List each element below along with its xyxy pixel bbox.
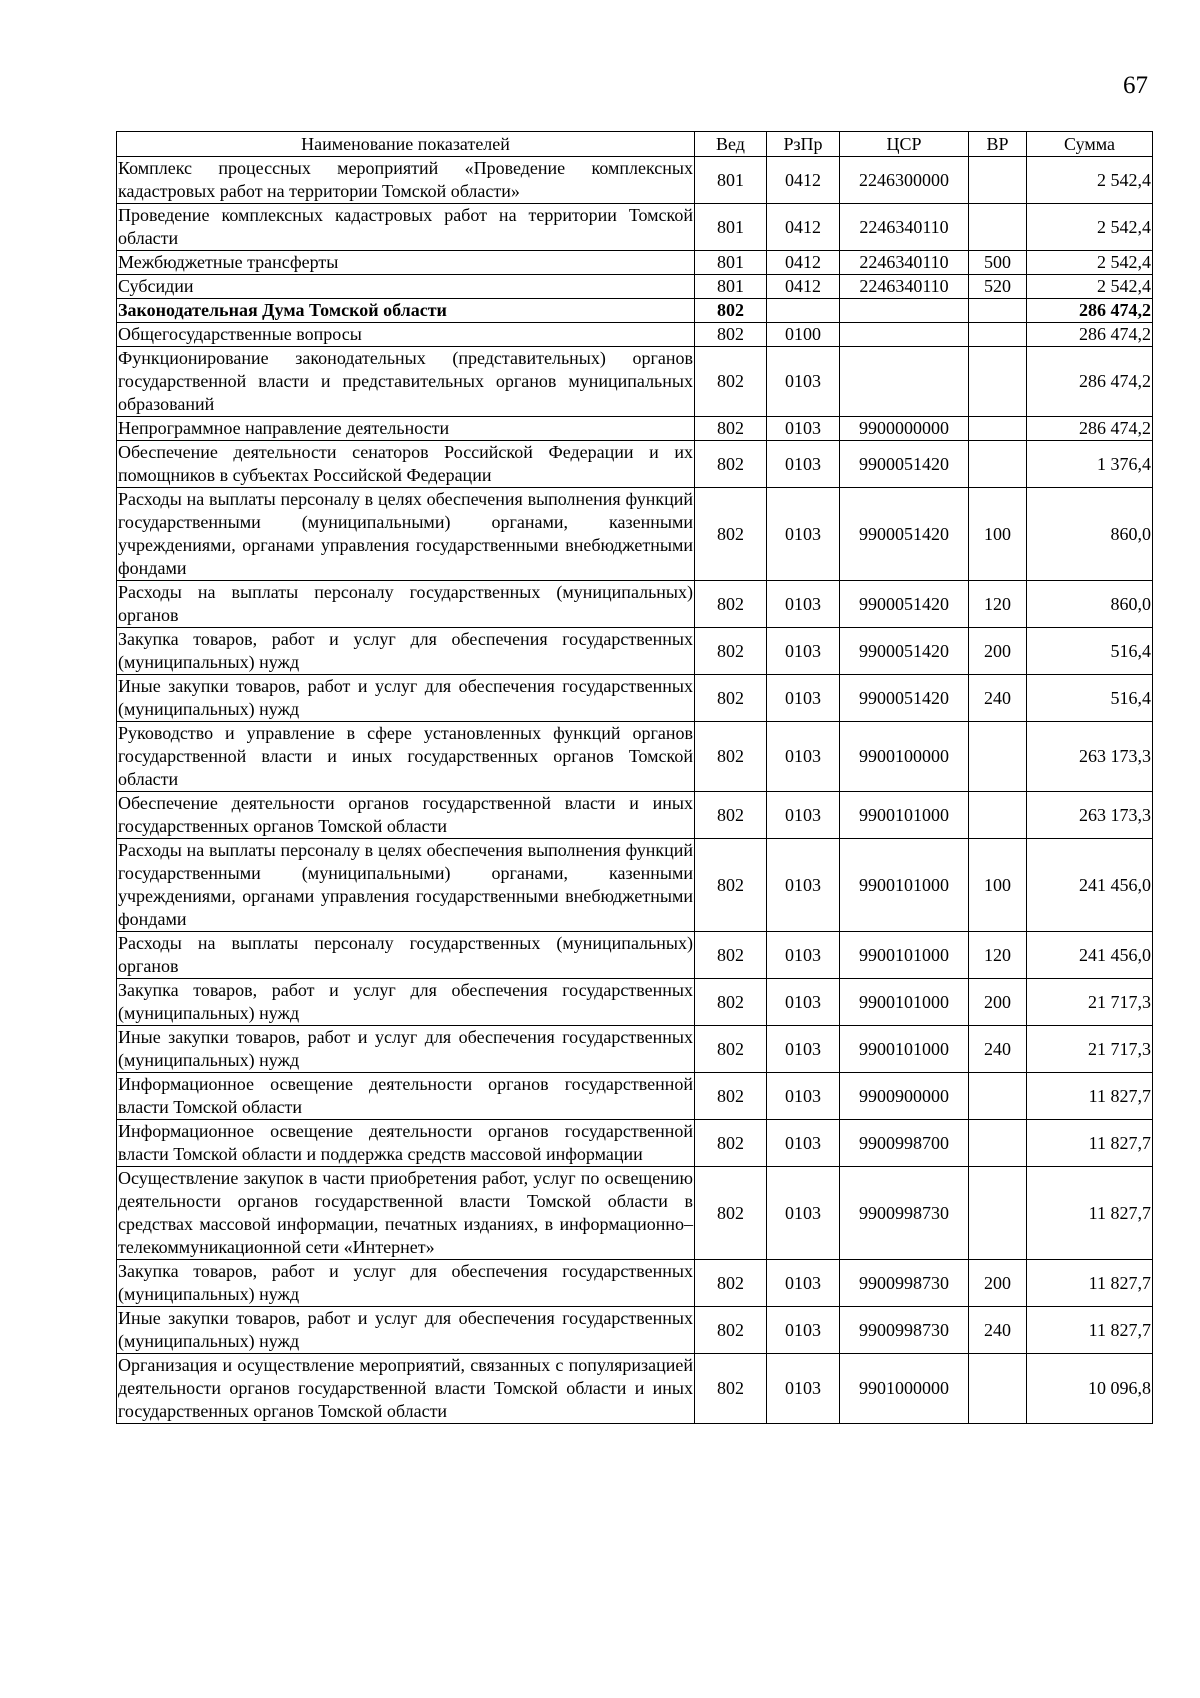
cell-name: Обеспечение деятельности органов государственной власти и иных государственных органов Томской области [117, 792, 695, 839]
cell-sum: 286 474,2 [1027, 347, 1153, 417]
cell-name: Информационное освещение деятельности органов государственной власти Томской области и поддержка средств массовой информации [117, 1120, 695, 1167]
cell-vr: 120 [969, 581, 1027, 628]
cell-csr: 9900101000 [840, 839, 969, 932]
cell-csr: 9900051420 [840, 581, 969, 628]
table-row [117, 1307, 1153, 1354]
cell-name: Закупка товаров, работ и услуг для обеспечения государственных (муниципальных) нужд [117, 1260, 695, 1307]
table-row [117, 1167, 1153, 1260]
cell-sum: 11 827,7 [1027, 1120, 1153, 1167]
table-row [117, 628, 1153, 675]
cell-name: Осуществление закупок в части приобретения работ, услуг по освещению деятельности органов государственной власти Томской области в средствах массовой информации, печатных изданиях, в информационно–телекоммуникационной сети «Интернет» [117, 1167, 695, 1260]
cell-vr: 120 [969, 932, 1027, 979]
cell-ved: 802 [695, 417, 767, 441]
header-ved: Вед [695, 132, 767, 157]
cell-sum: 10 096,8 [1027, 1354, 1153, 1424]
table-row [117, 1120, 1153, 1167]
cell-name: Общегосударственные вопросы [117, 323, 695, 347]
cell-csr: 9900101000 [840, 979, 969, 1026]
cell-ved: 802 [695, 323, 767, 347]
cell-ved: 801 [695, 157, 767, 204]
cell-name: Расходы на выплаты персоналу в целях обеспечения выполнения функций государственными (муниципальными) органами, казенными учреждениями, органами управления государственными внебюджетными фондами [117, 839, 695, 932]
cell-ved: 802 [695, 347, 767, 417]
cell-vr: 240 [969, 675, 1027, 722]
table-row [117, 204, 1153, 251]
cell-rzpr: 0412 [767, 204, 840, 251]
cell-rzpr [767, 299, 840, 323]
cell-csr: 9900000000 [840, 417, 969, 441]
cell-sum: 11 827,7 [1027, 1073, 1153, 1120]
cell-ved: 802 [695, 1073, 767, 1120]
cell-sum: 2 542,4 [1027, 251, 1153, 275]
table-row [117, 1260, 1153, 1307]
cell-vr: 500 [969, 251, 1027, 275]
cell-rzpr: 0103 [767, 1260, 840, 1307]
table-row [117, 441, 1153, 488]
cell-ved: 801 [695, 204, 767, 251]
cell-csr: 9900051420 [840, 628, 969, 675]
cell-sum: 1 376,4 [1027, 441, 1153, 488]
cell-csr [840, 347, 969, 417]
cell-name: Субсидии [117, 275, 695, 299]
cell-sum: 2 542,4 [1027, 157, 1153, 204]
cell-csr: 9900998730 [840, 1167, 969, 1260]
cell-ved: 802 [695, 299, 767, 323]
cell-sum: 2 542,4 [1027, 275, 1153, 299]
cell-name: Комплекс процессных мероприятий «Проведение комплексных кадастровых работ на территории Томской области» [117, 157, 695, 204]
cell-vr [969, 204, 1027, 251]
cell-ved: 802 [695, 722, 767, 792]
cell-sum: 263 173,3 [1027, 792, 1153, 839]
table-row [117, 839, 1153, 932]
page-number: 67 [1123, 72, 1148, 99]
table-row [117, 347, 1153, 417]
cell-csr: 9900051420 [840, 441, 969, 488]
cell-rzpr: 0103 [767, 1073, 840, 1120]
cell-ved: 802 [695, 979, 767, 1026]
cell-ved: 802 [695, 932, 767, 979]
cell-name: Закупка товаров, работ и услуг для обеспечения государственных (муниципальных) нужд [117, 979, 695, 1026]
table-row [117, 792, 1153, 839]
cell-rzpr: 0412 [767, 251, 840, 275]
cell-sum: 860,0 [1027, 488, 1153, 581]
cell-csr: 9900051420 [840, 488, 969, 581]
cell-rzpr: 0103 [767, 1167, 840, 1260]
cell-sum: 241 456,0 [1027, 839, 1153, 932]
header-sum: Сумма [1027, 132, 1153, 157]
cell-csr: 9900100000 [840, 722, 969, 792]
cell-rzpr: 0103 [767, 722, 840, 792]
cell-ved: 802 [695, 1260, 767, 1307]
cell-name: Закупка товаров, работ и услуг для обеспечения государственных (муниципальных) нужд [117, 628, 695, 675]
cell-vr: 100 [969, 488, 1027, 581]
cell-name: Руководство и управление в сфере установленных функций органов государственной власти и иных государственных органов Томской области [117, 722, 695, 792]
cell-name: Функционирование законодательных (представительных) органов государственной власти и представительных органов муниципальных образований [117, 347, 695, 417]
cell-sum: 2 542,4 [1027, 204, 1153, 251]
cell-name: Организация и осуществление мероприятий, связанных с популяризацией деятельности органов государственной власти Томской области и иных государственных органов Томской области [117, 1354, 695, 1424]
cell-vr [969, 323, 1027, 347]
cell-csr: 2246300000 [840, 157, 969, 204]
cell-sum: 516,4 [1027, 628, 1153, 675]
cell-rzpr: 0412 [767, 157, 840, 204]
cell-vr: 200 [969, 1260, 1027, 1307]
cell-vr [969, 1167, 1027, 1260]
cell-rzpr: 0103 [767, 979, 840, 1026]
header-name: Наименование показателей [117, 132, 695, 157]
budget-table [116, 131, 1153, 1424]
cell-vr [969, 792, 1027, 839]
cell-vr [969, 1073, 1027, 1120]
header-vr: ВР [969, 132, 1027, 157]
cell-ved: 802 [695, 1120, 767, 1167]
cell-sum: 286 474,2 [1027, 323, 1153, 347]
cell-rzpr: 0103 [767, 792, 840, 839]
cell-csr: 9900101000 [840, 792, 969, 839]
table-row [117, 1026, 1153, 1073]
cell-name: Иные закупки товаров, работ и услуг для обеспечения государственных (муниципальных) нужд [117, 1026, 695, 1073]
table-row [117, 323, 1153, 347]
cell-sum: 11 827,7 [1027, 1260, 1153, 1307]
table-row [117, 932, 1153, 979]
cell-rzpr: 0103 [767, 488, 840, 581]
cell-ved: 802 [695, 441, 767, 488]
table-row [117, 1073, 1153, 1120]
cell-csr: 9901000000 [840, 1354, 969, 1424]
cell-ved: 802 [695, 1307, 767, 1354]
cell-name: Расходы на выплаты персоналу в целях обеспечения выполнения функций государственными (муниципальными) органами, казенными учреждениями, органами управления государственными внебюджетными фондами [117, 488, 695, 581]
cell-vr: 200 [969, 979, 1027, 1026]
cell-vr [969, 347, 1027, 417]
cell-ved: 802 [695, 628, 767, 675]
cell-vr [969, 157, 1027, 204]
table-row [117, 581, 1153, 628]
cell-rzpr: 0103 [767, 932, 840, 979]
cell-sum: 286 474,2 [1027, 417, 1153, 441]
cell-csr: 9900998730 [840, 1260, 969, 1307]
cell-sum: 11 827,7 [1027, 1167, 1153, 1260]
cell-ved: 802 [695, 675, 767, 722]
cell-vr: 240 [969, 1307, 1027, 1354]
cell-ved: 802 [695, 792, 767, 839]
cell-name: Межбюджетные трансферты [117, 251, 695, 275]
table-row [117, 1354, 1153, 1424]
cell-name: Расходы на выплаты персоналу государственных (муниципальных) органов [117, 581, 695, 628]
cell-csr: 2246340110 [840, 204, 969, 251]
cell-csr: 9900998700 [840, 1120, 969, 1167]
cell-rzpr: 0103 [767, 581, 840, 628]
cell-vr [969, 1354, 1027, 1424]
cell-vr [969, 299, 1027, 323]
cell-name: Обеспечение деятельности сенаторов Российской Федерации и их помощников в субъектах Российской Федерации [117, 441, 695, 488]
cell-rzpr: 0103 [767, 628, 840, 675]
cell-ved: 802 [695, 839, 767, 932]
table-row [117, 675, 1153, 722]
cell-rzpr: 0100 [767, 323, 840, 347]
cell-name: Информационное освещение деятельности органов государственной власти Томской области [117, 1073, 695, 1120]
table-row [117, 299, 1153, 323]
header-rzpr: РзПр [767, 132, 840, 157]
cell-rzpr: 0103 [767, 675, 840, 722]
cell-name: Иные закупки товаров, работ и услуг для обеспечения государственных (муниципальных) нужд [117, 1307, 695, 1354]
table-row [117, 979, 1153, 1026]
cell-csr: 9900051420 [840, 675, 969, 722]
cell-rzpr: 0103 [767, 441, 840, 488]
cell-csr [840, 299, 969, 323]
cell-sum: 286 474,2 [1027, 299, 1153, 323]
table-row [117, 275, 1153, 299]
cell-ved: 802 [695, 1354, 767, 1424]
cell-vr: 100 [969, 839, 1027, 932]
cell-ved: 802 [695, 581, 767, 628]
cell-csr [840, 323, 969, 347]
cell-rzpr: 0103 [767, 1120, 840, 1167]
table-row [117, 722, 1153, 792]
cell-vr [969, 441, 1027, 488]
cell-ved: 801 [695, 251, 767, 275]
cell-sum: 516,4 [1027, 675, 1153, 722]
cell-csr: 2246340110 [840, 251, 969, 275]
cell-vr: 200 [969, 628, 1027, 675]
cell-ved: 802 [695, 1167, 767, 1260]
cell-ved: 802 [695, 1026, 767, 1073]
cell-vr [969, 417, 1027, 441]
cell-sum: 21 717,3 [1027, 1026, 1153, 1073]
header-csr: ЦСР [840, 132, 969, 157]
cell-vr [969, 722, 1027, 792]
cell-name: Непрограммное направление деятельности [117, 417, 695, 441]
cell-rzpr: 0103 [767, 1307, 840, 1354]
cell-csr: 9900101000 [840, 932, 969, 979]
cell-rzpr: 0103 [767, 1354, 840, 1424]
table-row [117, 251, 1153, 275]
cell-name: Законодательная Дума Томской области [117, 299, 695, 323]
table-row [117, 488, 1153, 581]
cell-sum: 263 173,3 [1027, 722, 1153, 792]
cell-rzpr: 0103 [767, 839, 840, 932]
cell-csr: 2246340110 [840, 275, 969, 299]
cell-vr [969, 1120, 1027, 1167]
cell-rzpr: 0412 [767, 275, 840, 299]
cell-ved: 801 [695, 275, 767, 299]
cell-csr: 9900900000 [840, 1073, 969, 1120]
cell-csr: 9900998730 [840, 1307, 969, 1354]
cell-rzpr: 0103 [767, 1026, 840, 1073]
cell-name: Проведение комплексных кадастровых работ на территории Томской области [117, 204, 695, 251]
cell-vr: 520 [969, 275, 1027, 299]
table-row [117, 157, 1153, 204]
cell-name: Расходы на выплаты персоналу государственных (муниципальных) органов [117, 932, 695, 979]
cell-rzpr: 0103 [767, 417, 840, 441]
cell-rzpr: 0103 [767, 347, 840, 417]
table-header-row [117, 132, 1153, 157]
cell-sum: 11 827,7 [1027, 1307, 1153, 1354]
cell-vr: 240 [969, 1026, 1027, 1073]
cell-sum: 21 717,3 [1027, 979, 1153, 1026]
cell-name: Иные закупки товаров, работ и услуг для обеспечения государственных (муниципальных) нужд [117, 675, 695, 722]
cell-ved: 802 [695, 488, 767, 581]
cell-sum: 860,0 [1027, 581, 1153, 628]
table-body [117, 157, 1153, 1424]
table-row [117, 417, 1153, 441]
cell-sum: 241 456,0 [1027, 932, 1153, 979]
cell-csr: 9900101000 [840, 1026, 969, 1073]
